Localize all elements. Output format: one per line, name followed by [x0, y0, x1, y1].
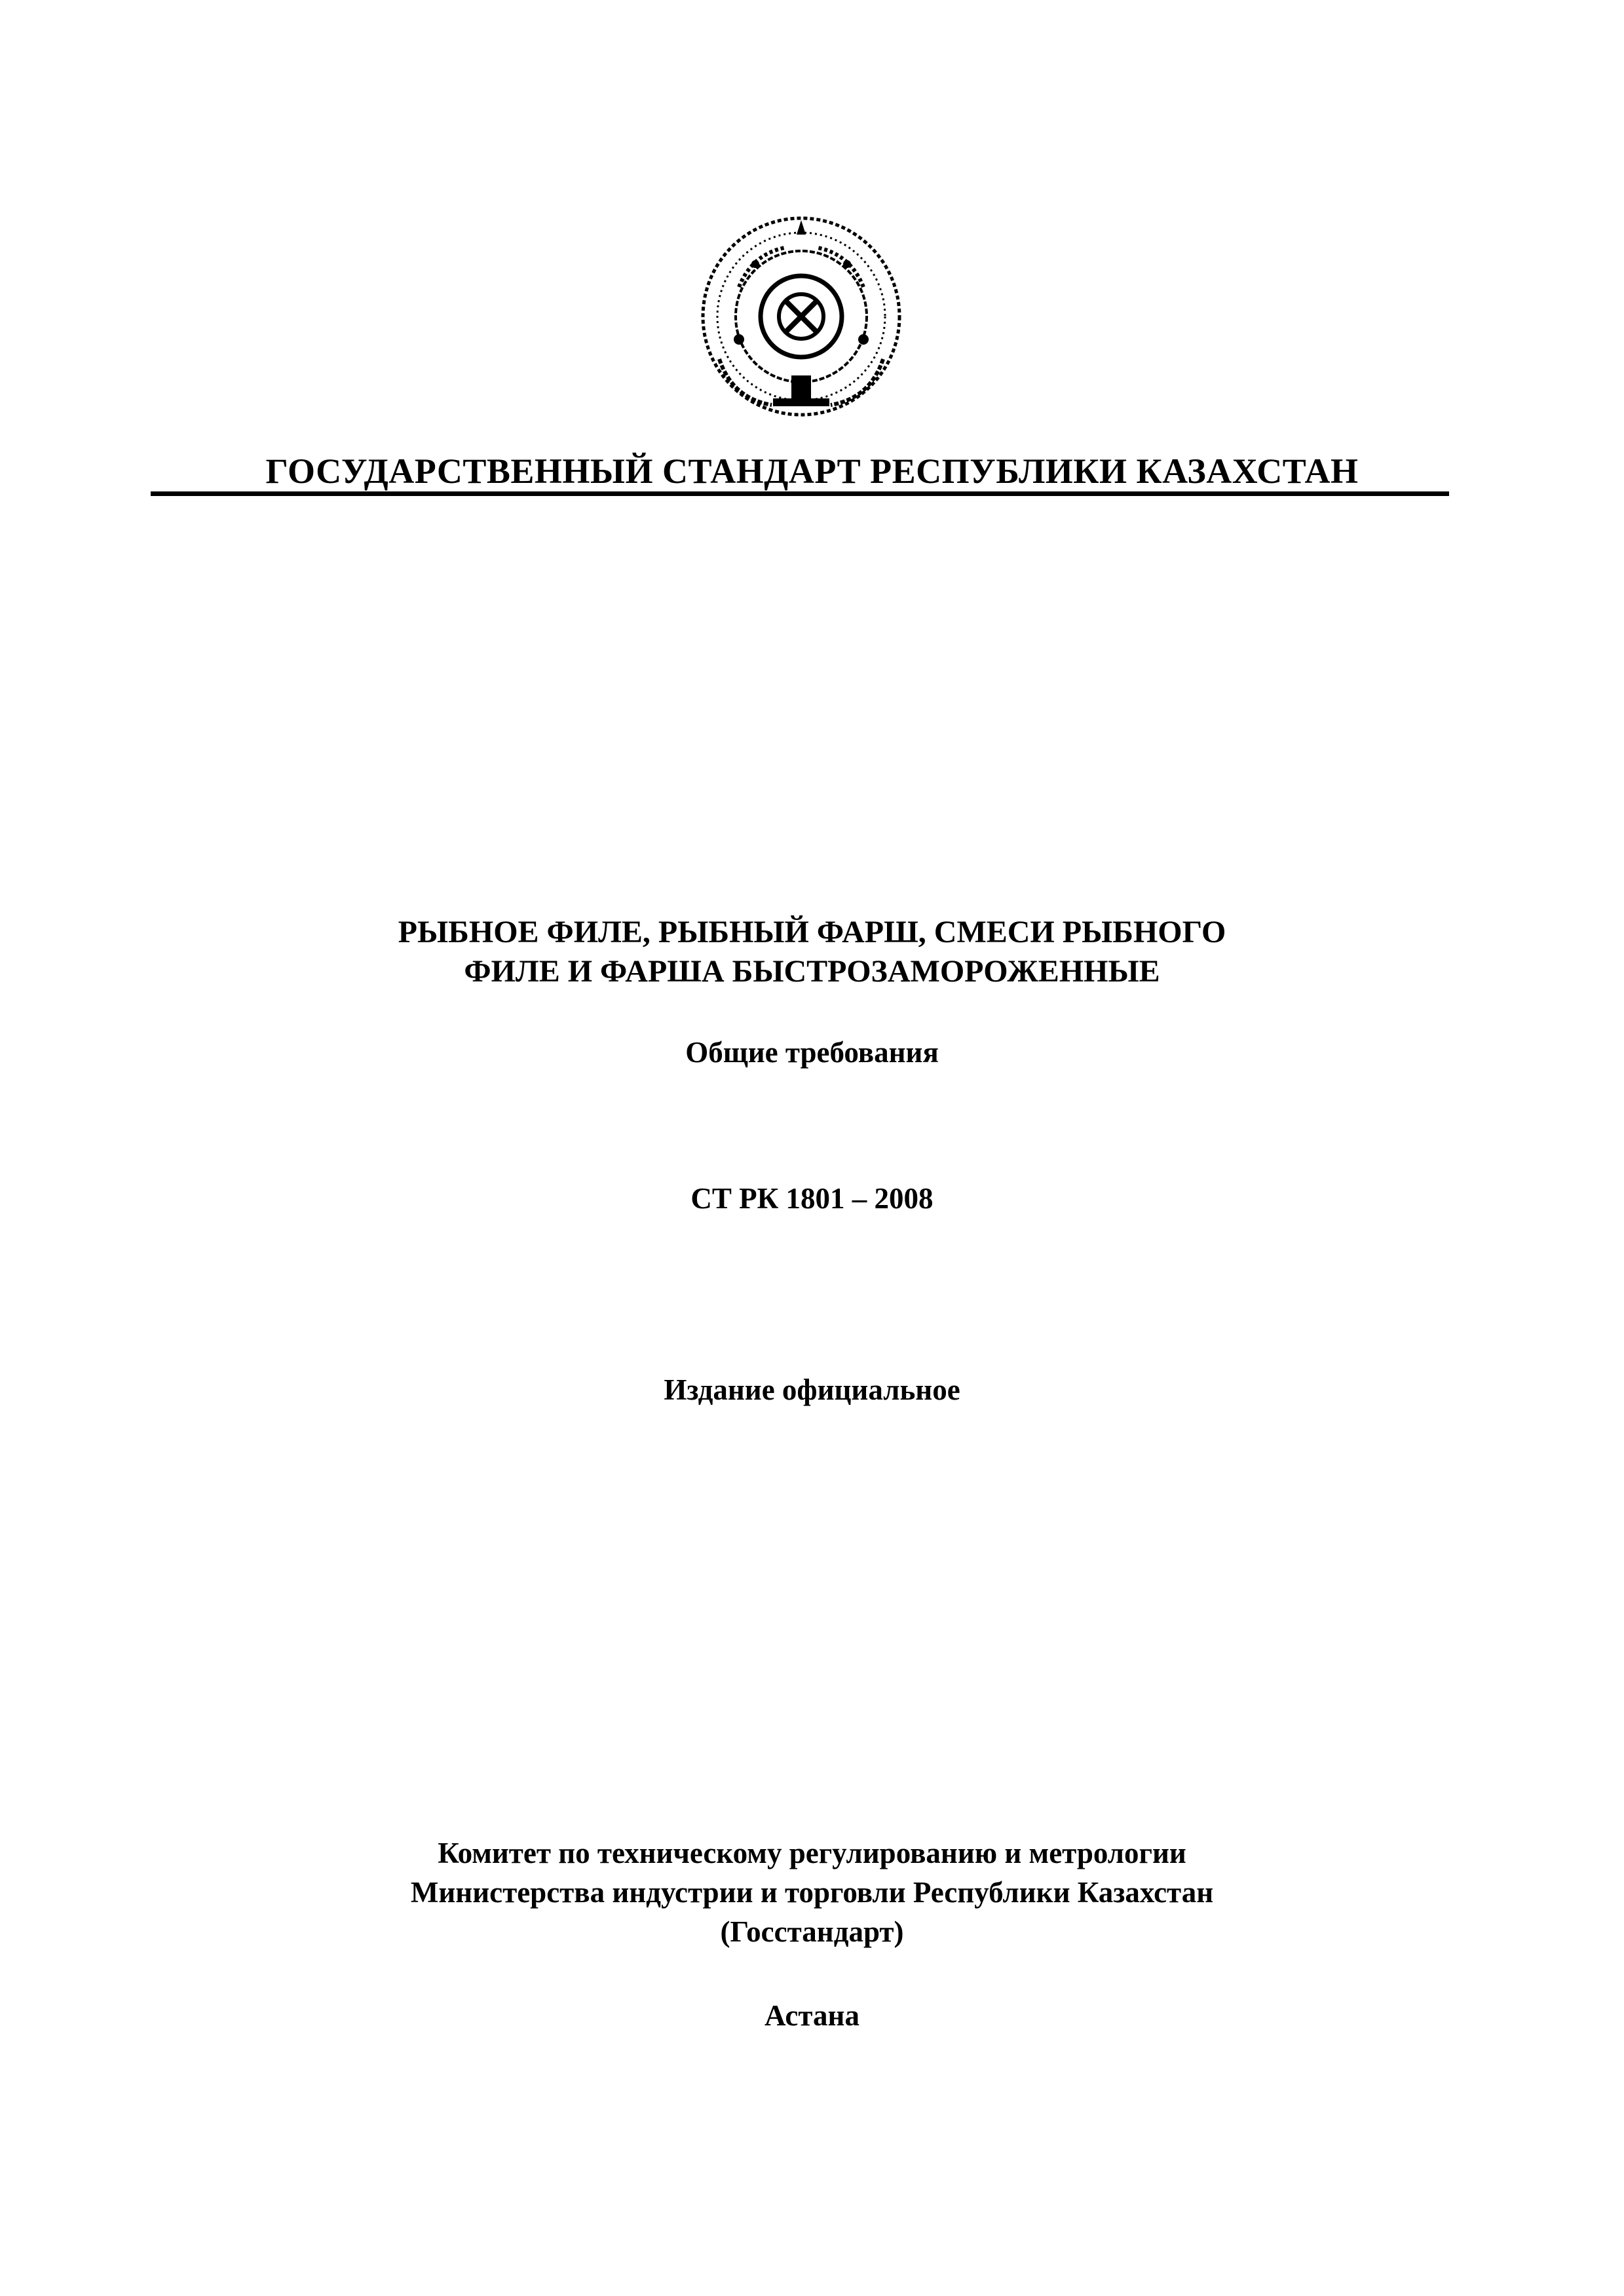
- header-divider: [151, 491, 1449, 496]
- standard-header-title: ГОСУДАРСТВЕННЫЙ СТАНДАРТ РЕСПУБЛИКИ КАЗАХСТАН: [265, 451, 1359, 491]
- publisher-line-1: Комитет по техническому регулированию и метрологии: [438, 1837, 1186, 1869]
- publication-city: Астана: [765, 1999, 859, 2032]
- document-title-line-2: ФИЛЕ И ФАРША БЫСТРОЗАМОРОЖЕННЫЕ: [464, 954, 1160, 989]
- document-code: СТ РК 1801 – 2008: [690, 1182, 934, 1215]
- document-title-line-1: РЫБНОЕ ФИЛЕ, РЫБНЫЙ ФАРШ, СМЕСИ РЫБНОГО: [398, 915, 1226, 949]
- document-edition: Издание официальное: [664, 1373, 960, 1406]
- state-emblem-icon: [693, 208, 909, 425]
- publisher-line-3: (Госстандарт): [720, 1915, 904, 1948]
- publisher-line-2: Министерства индустрии и торговли Республики Казахстан: [410, 1876, 1214, 1909]
- document-subtitle: Общие требования: [685, 1036, 939, 1069]
